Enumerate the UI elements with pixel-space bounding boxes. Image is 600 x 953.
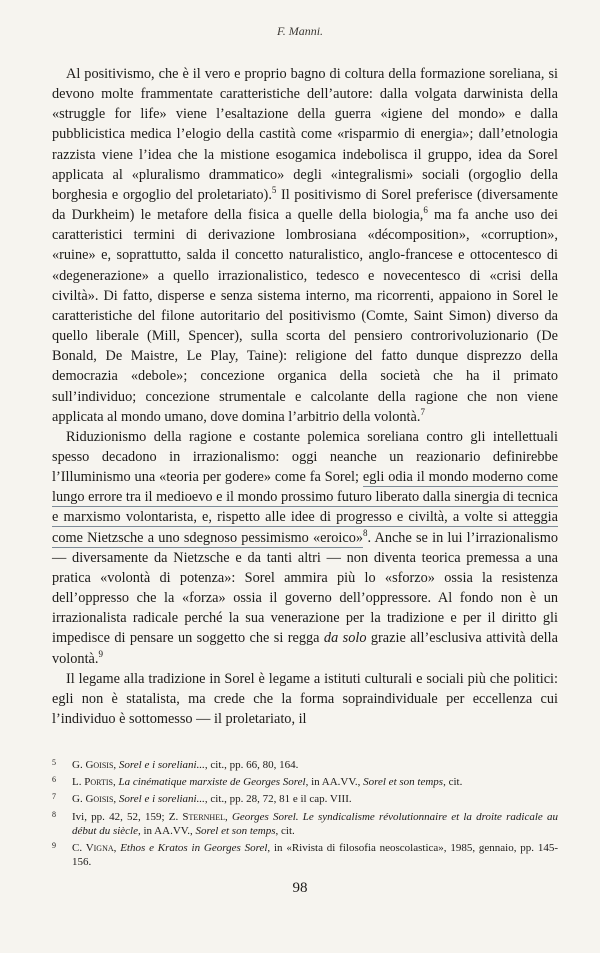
- italic-title: Sorel e i soreliani...: [118, 759, 205, 771]
- text-run: , cit.: [275, 824, 295, 837]
- footnote: [52, 773, 558, 789]
- author-name: G. Goisis,: [72, 793, 119, 806]
- footnotes: [52, 756, 558, 870]
- italic-title: Georges Sorel. Le syndicalisme révolutionnaire et la droite radicale au début du siècle: [72, 810, 558, 837]
- footnote-reference: 5: [271, 185, 277, 196]
- author-name: L. Portis,: [72, 776, 119, 789]
- footnote-number: 5: [52, 758, 56, 767]
- text-run: Il positivismo di Sorel preferisce (diversamente da Durkheim) le metafore della fisica a quelle della biologia,: [52, 186, 558, 224]
- text-run: grazie all’esclusiva attività della volontà.: [52, 630, 558, 667]
- italic-title: Sorel et son temps: [363, 776, 444, 789]
- text-run: Riduzionismo della ragione e costante polemica soreliana contro gli intellettuali spesso decadono in irrazionalismo: oggi neanche un reazionario definirebbe l’Illuminismo una «teoria per godere» come fa Sorel;: [52, 428, 558, 486]
- footnote: [52, 839, 558, 869]
- author-name: C. Vigna,: [72, 842, 121, 855]
- author-name: G. Goisis,: [72, 759, 119, 771]
- italic-title: La cinématique marxiste de Georges Sorel: [118, 776, 306, 789]
- text-run: . Anche se in lui l’irrazionalismo — diversamente da Nietzsche e da tanti altri — non diventa teorica premessa a una pratica «volontà di potenza»: Sorel ammira più lo «sforzo» ossia la resistenza dell’oppresso che la «forza» ossia il governo dell’oppressore. Al fondo non è un irrazionalista radicale perché la sua venerazione per la tradizione e per il diritto gli impedisce di pensare un soggetto che si regga: [52, 529, 558, 647]
- underlined-passage: egli odia il mondo moderno come lungo errore tra il medioevo e il mondo prossimo futuro liberato dalla sinergia di tecnica e marxismo volontarista, e, rispetto alle idee di progresso e civiltà, a volte si atteggia come Nietzsche a uno sdegnoso pessimismo «eroico»: [52, 469, 558, 546]
- italic-title: Ethos e Kratos in Georges Sorel: [120, 842, 268, 855]
- footnote-number: 7: [52, 792, 56, 802]
- text-run: Ivi, pp. 42, 52, 159;: [72, 810, 169, 823]
- footnote-reference: 7: [420, 406, 425, 417]
- footnote-reference: 6: [423, 205, 428, 216]
- text-run: , in AA.VV.,: [137, 824, 196, 837]
- italic-title: Sorel e i soreliani...: [118, 793, 205, 806]
- page-number: 98: [292, 880, 308, 896]
- text-run: ma fa anche uso dei caratteristici termini di derivazione lombrosiana «décomposition», «corruption», «ruine» e, soprattutto, salda il concetto naturalistico, anglo-francese e ottocentesco di «degenerazione» a quello irrazionalistico, tedesco e novecentesco di «crisi della civiltà». Di fatto, disperse e senza sistema interno, ma ricorrenti, appaiono in Sorel le caratteristiche del filone autoritario del positivismo (Comte, Saint Simon) diverso da quello liberale (Mill, Spencer), sulla scorta del pensiero controrivoluzionario (De Bonald, De Maistre, Le Play, Taine): religione del fatto dunque disprezzo della democrazia «debole»; concezione organica della società che ha il primato sull’individuo; concezione strumentale e calcolante della ragione che non viene applicata al mondo umano, dove domina l’arbitrio della volontà.: [52, 207, 559, 425]
- text-run: Al positivismo, che è il vero e proprio bagno di coltura della formazione soreliana, si devono molte frammentate caratteristiche dell’autore: dalla volgata darwinista della «struggle for life» viene l’esaltazione della guerra «igiene del mondo» e dalla pubblicistica medica l’elogio della castità come «risparmio di energia»; dall’etnologia razzista viene l’idea che la mistione esogamica indebolisca il gruppo, idea da Sorel applicata al «pluralismo drammatico» degli «integralismi» sociali (orgoglio della borghesia e orgoglio del proletariato).: [52, 66, 558, 203]
- paragraph: [52, 669, 558, 729]
- text-run: , in «Rivista di filosofia neoscolastica», 1985, gennaio, pp. 145-156.: [72, 842, 558, 869]
- italic-title: da solo: [323, 630, 367, 647]
- italic-title: Sorel et son temps: [195, 824, 276, 837]
- paragraph: [52, 427, 558, 669]
- footnote-number: 9: [52, 841, 56, 851]
- footnote-reference: 8: [363, 527, 368, 538]
- text-run: , cit.: [443, 776, 463, 789]
- author-name: Z. Sternhel,: [168, 810, 232, 823]
- running-head: F. Manni.: [276, 24, 324, 38]
- footnote-number: 8: [52, 809, 56, 819]
- text-run: , cit., pp. 66, 80, 164.: [204, 759, 299, 771]
- footnote: [52, 790, 558, 806]
- text-run: , cit., pp. 28, 72, 81 e il cap. VIII.: [204, 793, 352, 806]
- footnote-reference: 9: [98, 648, 103, 659]
- body-text: [52, 64, 558, 729]
- footnote-number: 6: [52, 775, 56, 785]
- text-run: , in AA.VV.,: [305, 776, 364, 789]
- footnote: [52, 756, 558, 772]
- footnote: [52, 808, 558, 838]
- paragraph: [52, 64, 558, 427]
- text-run: Il legame alla tradizione in Sorel è legame a istituti culturali e sociali più che politici: egli non è statalista, ma crede che la forma sopraindividuale per eccellenza cui l’individuo è sottomesso — il proletariato, il: [52, 670, 558, 727]
